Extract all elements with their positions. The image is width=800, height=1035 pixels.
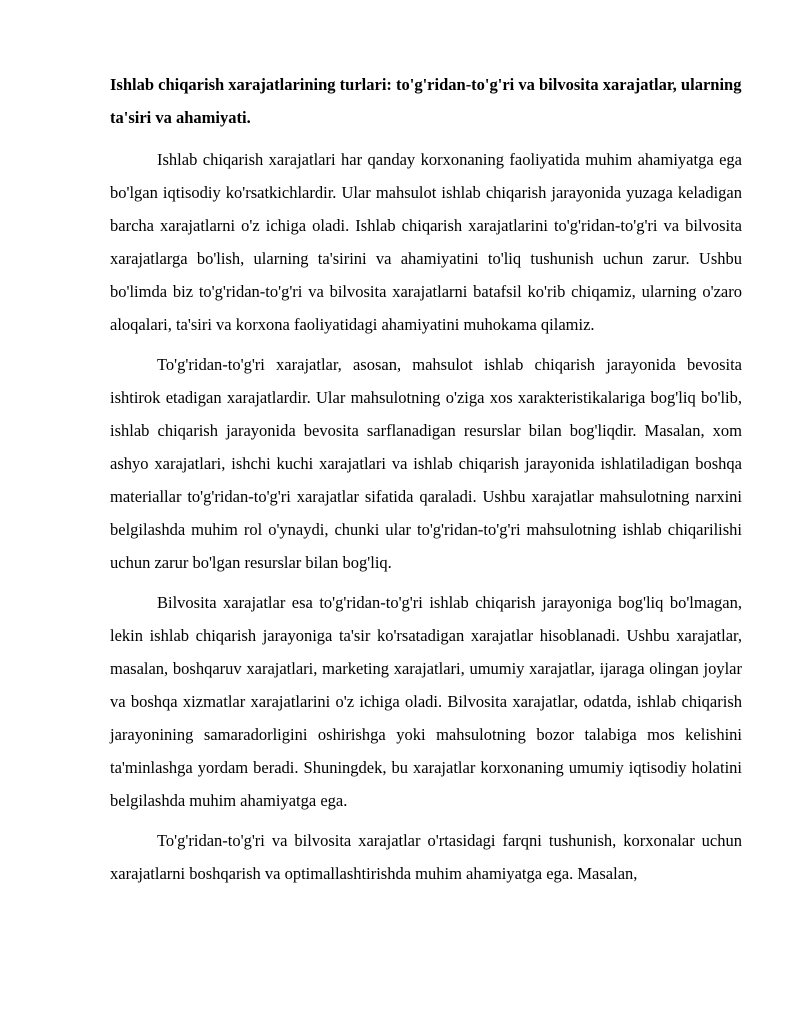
paragraph-4: To'g'ridan-to'g'ri va bilvosita xarajatlar o'rtasidagi farqni tushunish, korxonalar uchun xarajatlarni boshqarish va optimallashtirishda muhim ahamiyatga ega. Masalan,	[110, 831, 742, 883]
document-page	[110, 68, 742, 890]
paragraph-1: Ishlab chiqarish xarajatlari har qanday korxonaning faoliyatida muhim ahamiyatga ega bo'lgan iqtisodiy ko'rsatkichlardir. Ular mahsulot ishlab chiqarish jarayonida yuzaga keladigan barcha xarajatlarni o'z ichiga oladi. Ishlab chiqarish xarajatlarini to'g'ridan-to'g'ri va bilvosita xarajatlarga bo'lish, ularning ta'sirini va ahamiyatini to'liq tushunish uchun zarur. Ushbu bo'limda biz to'g'ridan-to'g'ri va bilvosita xarajatlarni batafsil ko'rib chiqamiz, ularning o'zaro aloqalari, ta'siri va korxona faoliyatidagi ahamiyatini muhokama qilamiz.	[110, 150, 742, 334]
document-title: Ishlab chiqarish xarajatlarining turlari: to'g'ridan-to'g'ri va bilvosita xarajatlar, ularning ta'siri va ahamiyati.	[110, 75, 742, 127]
paragraph-2: To'g'ridan-to'g'ri xarajatlar, asosan, mahsulot ishlab chiqarish jarayonida bevosita ishtirok etadigan xarajatlardir. Ular mahsulotning o'ziga xos xarakteristikalariga bog'liq bo'lib, ishlab chiqarish jarayonida bevosita sarflanadigan resurslar bilan bog'liqdir. Masalan, xom ashyo xarajatlari, ishchi kuchi xarajatlari va ishlab chiqarish jarayonida ishlatiladigan boshqa materiallar to'g'ridan-to'g'ri xarajatlar sifatida qaraladi. Ushbu xarajatlar mahsulotning narxini belgilashda muhim rol o'ynaydi, chunki ular to'g'ridan-to'g'ri mahsulotning ishlab chiqarilishi uchun zarur bo'lgan resurslar bilan bog'liq.	[110, 355, 742, 572]
paragraph-3: Bilvosita xarajatlar esa to'g'ridan-to'g'ri ishlab chiqarish jarayoniga bog'liq bo'lmagan, lekin ishlab chiqarish jarayoniga ta'sir ko'rsatadigan xarajatlar hisoblanadi. Ushbu xarajatlar, masalan, boshqaruv xarajatlari, marketing xarajatlari, umumiy xarajatlar, ijaraga olingan joylar va boshqa xizmatlar xarajatlarini o'z ichiga oladi. Bilvosita xarajatlar, odatda, ishlab chiqarish jarayonining samaradorligini oshirishga yoki mahsulotning bozor talabiga mos kelishini ta'minlashga yordam beradi. Shuningdek, bu xarajatlar korxonaning umumiy iqtisodiy holatini belgilashda muhim ahamiyatga ega.	[110, 593, 742, 810]
